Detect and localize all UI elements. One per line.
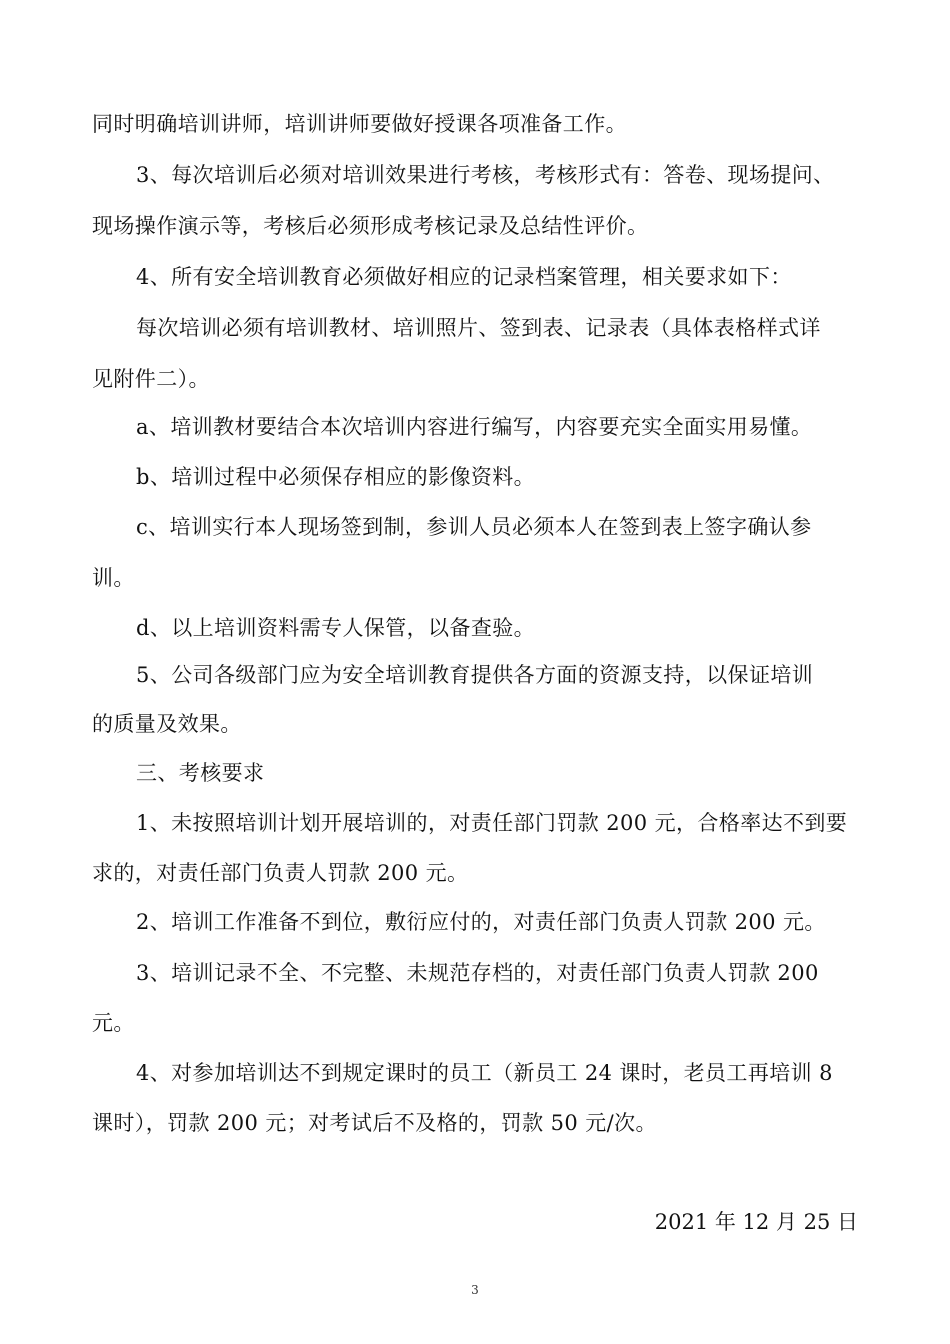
paragraph-line: 见附件二）。: [92, 367, 210, 391]
paragraph-line: 2、培训工作准备不到位，敷衍应付的，对责任部门负责人罚款 200 元。: [136, 910, 826, 934]
paragraph-line: 元。: [92, 1011, 135, 1035]
paragraph-line: 3、培训记录不全、不完整、未规范存档的，对责任部门负责人罚款 200: [136, 961, 819, 985]
paragraph-line: 1、未按照培训计划开展培训的，对责任部门罚款 200 元，合格率达不到要: [136, 811, 848, 835]
paragraph-line: 求的，对责任部门负责人罚款 200 元。: [92, 861, 469, 885]
page-number: 3: [471, 1283, 479, 1297]
section-heading: 三、考核要求: [136, 761, 265, 785]
paragraph-line: 每次培训必须有培训教材、培训照片、签到表、记录表（具体表格样式详: [136, 316, 821, 340]
document-date: 2021 年 12 月 25 日: [654, 1210, 858, 1234]
paragraph-line: 5、公司各级部门应为安全培训教育提供各方面的资源支持，以保证培训: [136, 663, 814, 687]
paragraph-line: b、培训过程中必须保存相应的影像资料。: [136, 465, 536, 489]
paragraph-line: c、培训实行本人现场签到制，参训人员必须本人在签到表上签字确认参: [136, 515, 812, 539]
paragraph-line: 4、对参加培训达不到规定课时的员工（新员工 24 课时，老员工再培训 8: [136, 1061, 833, 1085]
paragraph-line: a、培训教材要结合本次培训内容进行编写，内容要充实全面实用易懂。: [136, 415, 813, 439]
paragraph-line: 训。: [92, 566, 135, 590]
paragraph-line: 课时），罚款 200 元；对考试后不及格的，罚款 50 元/次。: [92, 1111, 657, 1135]
paragraph-line: 现场操作演示等，考核后必须形成考核记录及总结性评价。: [92, 214, 649, 238]
paragraph-line: 的质量及效果。: [92, 712, 242, 736]
paragraph-line: d、以上培训资料需专人保管，以备查验。: [136, 616, 536, 640]
paragraph-line: 同时明确培训讲师，培训讲师要做好授课各项准备工作。: [92, 112, 627, 136]
paragraph-line: 4、所有安全培训教育必须做好相应的记录档案管理，相关要求如下：: [136, 265, 792, 289]
paragraph-line: 3、每次培训后必须对培训效果进行考核，考核形式有：答卷、现场提问、: [136, 163, 835, 187]
